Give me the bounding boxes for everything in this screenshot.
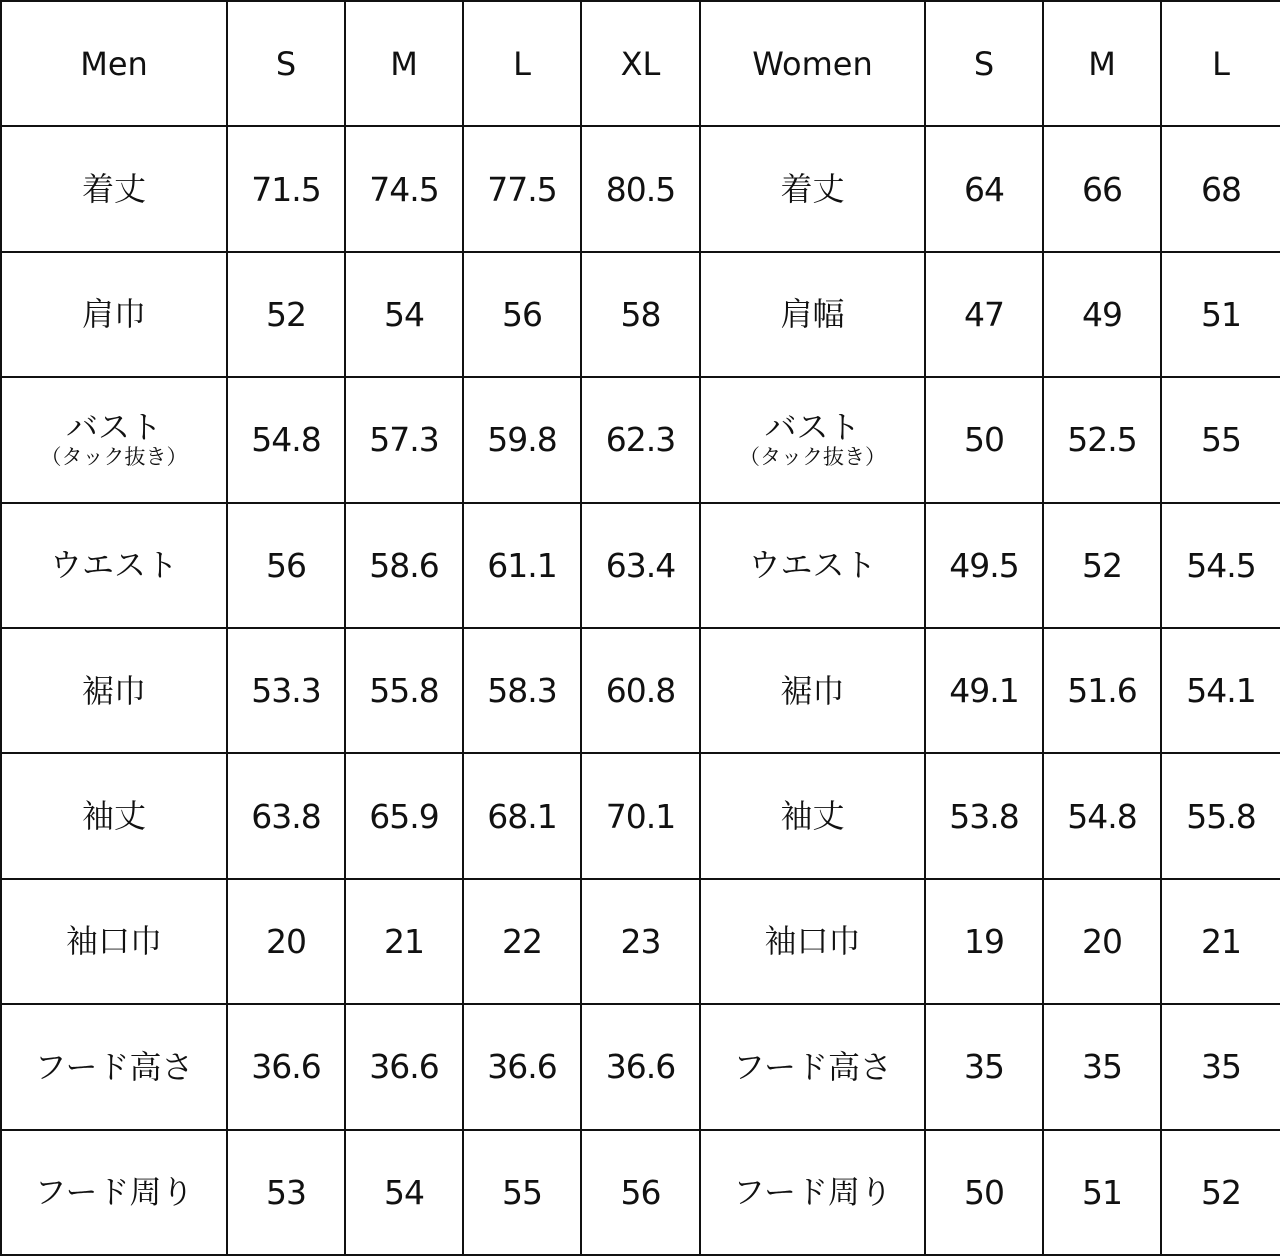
value-cell: 70.1 — [581, 753, 700, 878]
value-cell: 58 — [581, 252, 700, 377]
men-measure-label — [1, 1004, 227, 1129]
value-cell: 21 — [345, 879, 463, 1004]
value-cell: 50 — [925, 1130, 1043, 1255]
value-cell: 51 — [1043, 1130, 1161, 1255]
value-cell: 80.5 — [581, 126, 700, 251]
value-cell: 54.5 — [1161, 503, 1280, 628]
women-measure-label — [700, 377, 925, 502]
value-cell: 58.6 — [345, 503, 463, 628]
value-cell: 64 — [925, 126, 1043, 251]
value-cell: 47 — [925, 252, 1043, 377]
value-cell: 49.1 — [925, 628, 1043, 753]
table-row — [1, 377, 1280, 502]
value-cell: 51 — [1161, 252, 1280, 377]
value-cell: 36.6 — [463, 1004, 581, 1129]
value-cell: 68.1 — [463, 753, 581, 878]
table-row — [1, 1130, 1280, 1255]
women-measure-label — [700, 628, 925, 753]
women-header: Women — [700, 1, 925, 126]
women-measure-label — [700, 126, 925, 251]
men-size-s-header: S — [227, 1, 345, 126]
table-row — [1, 879, 1280, 1004]
women-measure-label — [700, 879, 925, 1004]
table-row — [1, 628, 1280, 753]
measure-note: （タック抜き） — [739, 445, 886, 470]
measure-name: ウエスト — [49, 546, 178, 585]
measure-name: 裾巾 — [780, 671, 845, 710]
value-cell: 56 — [227, 503, 345, 628]
value-cell: 77.5 — [463, 126, 581, 251]
women-size-m-header: M — [1043, 1, 1161, 126]
value-cell: 54.8 — [1043, 753, 1161, 878]
value-cell: 63.8 — [227, 753, 345, 878]
women-measure-label — [700, 753, 925, 878]
men-measure-label — [1, 377, 227, 502]
men-measure-label — [1, 503, 227, 628]
women-measure-label — [700, 1004, 925, 1129]
value-cell: 54 — [345, 1130, 463, 1255]
value-cell: 35 — [1161, 1004, 1280, 1129]
value-cell: 62.3 — [581, 377, 700, 502]
men-header: Men — [1, 1, 227, 126]
measure-name: 肩幅 — [780, 295, 845, 334]
value-cell: 56 — [463, 252, 581, 377]
value-cell: 52.5 — [1043, 377, 1161, 502]
value-cell: 52 — [227, 252, 345, 377]
value-cell: 65.9 — [345, 753, 463, 878]
value-cell: 51.6 — [1043, 628, 1161, 753]
value-cell: 50 — [925, 377, 1043, 502]
measure-name: 肩巾 — [81, 295, 146, 334]
measure-name: 袖口巾 — [764, 922, 861, 961]
value-cell: 54 — [345, 252, 463, 377]
table-row — [1, 503, 1280, 628]
value-cell: 58.3 — [463, 628, 581, 753]
measure-name: 袖丈 — [81, 797, 146, 836]
men-measure-label — [1, 753, 227, 878]
value-cell: 68 — [1161, 126, 1280, 251]
value-cell: 36.6 — [345, 1004, 463, 1129]
value-cell: 59.8 — [463, 377, 581, 502]
value-cell: 56 — [581, 1130, 700, 1255]
men-size-xl-header: XL — [581, 1, 700, 126]
women-size-s-header: S — [925, 1, 1043, 126]
value-cell: 55 — [463, 1130, 581, 1255]
value-cell: 54.8 — [227, 377, 345, 502]
measure-name: 裾巾 — [81, 671, 146, 710]
measure-name: フード高さ — [34, 1047, 194, 1086]
value-cell: 53.8 — [925, 753, 1043, 878]
value-cell: 49 — [1043, 252, 1161, 377]
value-cell: 36.6 — [227, 1004, 345, 1129]
men-measure-label — [1, 126, 227, 251]
measure-name: 着丈 — [780, 170, 845, 209]
value-cell: 20 — [1043, 879, 1161, 1004]
value-cell: 63.4 — [581, 503, 700, 628]
value-cell: 35 — [1043, 1004, 1161, 1129]
value-cell: 60.8 — [581, 628, 700, 753]
value-cell: 52 — [1043, 503, 1161, 628]
value-cell: 19 — [925, 879, 1043, 1004]
value-cell: 49.5 — [925, 503, 1043, 628]
value-cell: 71.5 — [227, 126, 345, 251]
men-size-m-header: M — [345, 1, 463, 126]
value-cell: 23 — [581, 879, 700, 1004]
women-measure-label — [700, 252, 925, 377]
measure-name: フード周り — [732, 1173, 893, 1212]
value-cell: 55 — [1161, 377, 1280, 502]
men-size-l-header: L — [463, 1, 581, 126]
value-cell: 55.8 — [1161, 753, 1280, 878]
men-measure-label — [1, 628, 227, 753]
value-cell: 21 — [1161, 879, 1280, 1004]
table-row — [1, 252, 1280, 377]
table-row — [1, 753, 1280, 878]
women-size-l-header: L — [1161, 1, 1280, 126]
value-cell: 55.8 — [345, 628, 463, 753]
table-row — [1, 126, 1280, 251]
value-cell: 20 — [227, 879, 345, 1004]
men-measure-label — [1, 1130, 227, 1255]
value-cell: 57.3 — [345, 377, 463, 502]
value-cell: 22 — [463, 879, 581, 1004]
header-row — [1, 1, 1280, 126]
men-measure-label — [1, 879, 227, 1004]
value-cell: 52 — [1161, 1130, 1280, 1255]
measure-name: バスト — [65, 408, 162, 447]
table-row — [1, 1004, 1280, 1129]
measure-name: 袖口巾 — [65, 922, 162, 961]
value-cell: 61.1 — [463, 503, 581, 628]
measure-name: 袖丈 — [780, 797, 845, 836]
measure-note: （タック抜き） — [40, 445, 188, 470]
measure-name: ウエスト — [748, 546, 877, 585]
value-cell: 35 — [925, 1004, 1043, 1129]
measure-name: 着丈 — [81, 170, 146, 209]
women-measure-label — [700, 503, 925, 628]
measure-name: フード高さ — [732, 1047, 893, 1086]
women-measure-label — [700, 1130, 925, 1255]
value-cell: 53 — [227, 1130, 345, 1255]
measure-name: バスト — [764, 408, 861, 447]
value-cell: 36.6 — [581, 1004, 700, 1129]
value-cell: 66 — [1043, 126, 1161, 251]
value-cell: 53.3 — [227, 628, 345, 753]
value-cell: 74.5 — [345, 126, 463, 251]
men-measure-label — [1, 252, 227, 377]
value-cell: 54.1 — [1161, 628, 1280, 753]
measure-name: フード周り — [34, 1173, 194, 1212]
